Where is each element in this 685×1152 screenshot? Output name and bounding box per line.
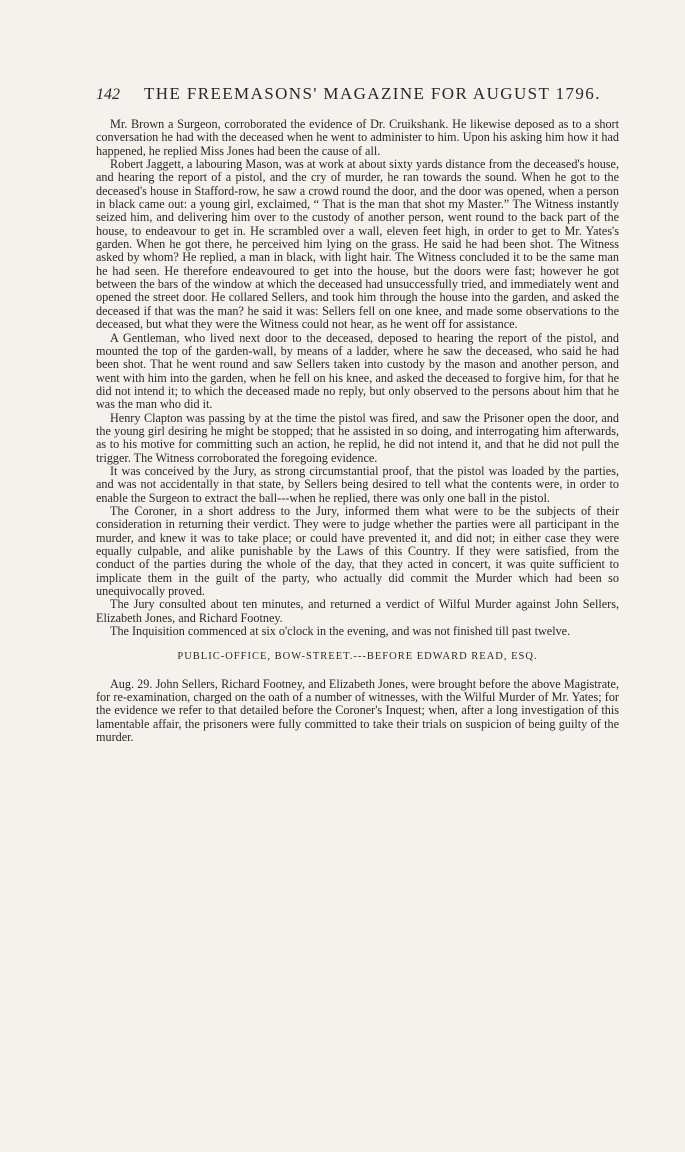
running-title: THE FREEMASONS' MAGAZINE FOR AUGUST 1796.	[144, 84, 601, 103]
paragraph-gentleman: A Gentleman, who lived next door to the deceased, deposed to hearing the report of the pistol, and mounted the top of the garden-wall, by means of a ladder, where he saw the deceased, who said he had been shot. That he went round and saw Sellers taken into custody by the mason and another person, and went with him into the garden, when he fell on his knee, and asked the deceased to forgive him, for that he did not intend it; to which the deceased made no reply, but only observed to the persons about him that he was the man who did it.	[96, 330, 619, 412]
paragraph-verdict: The Jury consulted about ten minutes, and returned a verdict of Wilful Murder against John Sellers, Elizabeth Jones, and Richard Footney.	[96, 597, 619, 625]
paragraph-brown: Mr. Brown a Surgeon, corroborated the evidence of Dr. Cruikshank. He likewise deposed as to a short conversation he had with the deceased when he went to administer to him. Upon his asking him how it had happened, he replied Miss Jones had been the cause of all.	[96, 117, 619, 158]
paragraph-clapton: Henry Clapton was passing by at the time the pistol was fired, and saw the Prisoner open the door, and the young girl desiring he might be stopped; that he assisted in so doing, and interrogating him afterwards, as to his motive for committing such an action, he replid, he did not intend it, and that he did not pull the trigger. The Witness corroborated the foregoing evidence.	[96, 410, 619, 465]
paragraph-jury-conceived: It was conceived by the Jury, as strong circumstantial proof, that the pistol was loaded by the parties, and was not accidentally in that state, by Sellers being desired to tell what the contents were, in order to enable the Surgeon to extract the ball---when he replied, there was only one ball in the pistol.	[96, 463, 619, 505]
paragraph-inquisition: The Inquisition commenced at six o'clock in the evening, and was not finished till past twelve.	[110, 624, 571, 639]
paragraph-coroner: The Coroner, in a short address to the Jury, informed them what were to be the subjects of their consideration in returning their verdict. They were to judge whether the parties were all participant in the murder, and knew it was to take place; or could have prevented it, and did not; in either case they were equally culpable, and alike punishable by the Laws of this Country. If they were satisfied, from the conduct of the parties during the whole of the day, that they acted in concert, it was quite sufficient to implicate them in the guilt of the party, who actually did commit the Murder which had been so unequivocally proved.	[96, 503, 619, 599]
article-body	[96, 118, 619, 744]
page-number: 142	[96, 86, 120, 103]
section-heading: PUBLIC-OFFICE, BOW-STREET.---BEFORE EDWARD READ, ESQ.	[177, 651, 538, 663]
paragraph-bow-street: Aug. 29. John Sellers, Richard Footney, and Elizabeth Jones, were brought before the above Magistrate, for re-examination, charged on the oath of a number of witnesses, with the Wilful Murder of Mr. Yates; for the evidence we refer to that detailed before the Coroner's Inquest; when, after a long investigation of this lamentable affair, the prisoners were fully committed to take their trials on suspicion of being guilty of the murder.	[96, 676, 619, 745]
paragraph-jaggett: Robert Jaggett, a labouring Mason, was at work at about sixty yards distance from the deceased's house, and hearing the report of a pistol, and the cry of murder, he ran towards the sound. When he got to the deceased's house in Stafford-row, he saw a crowd round the door, and the door was opened, when a person in black came out: a young girl, exclaimed, “ That is the man that shot my Master.” The Witness instantly seized him, and delivering him over to the custody of another person, went round to the back part of the house, to endeavour to get in. He scrambled over a wall, eleven feet high, in order to get to Mr. Yates's garden. When he got there, he perceived him lying on the grass. He said he had been shot. The Witness asked by whom? He replied, a man in black, with light hair. The Witness concluded it to be the same man he had seen. He therefore endeavoured to get into the house, but the doors were fast; however he got between the bars of the window at which the deceased had unsuccessfully tried, and immediately went and opened the street door. He collared Sellers, and took him through the house into the garden, and asked the deceased if that was the man? he said it was: Sellers fell on one knee, and made some observations to the deceased, but what they were the Witness could not hear, as he went off for assistance.	[96, 157, 619, 332]
running-header	[96, 84, 619, 118]
